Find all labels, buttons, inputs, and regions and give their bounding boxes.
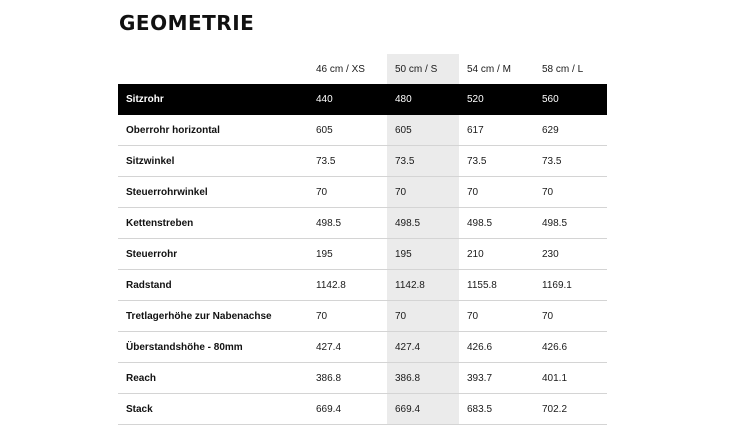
header-size-s[interactable]: 50 cm / S <box>387 54 459 84</box>
table-row-sitzrohr[interactable] <box>118 84 607 115</box>
table-row-tretlagerhoehe[interactable] <box>118 301 607 332</box>
cell-m: 498.5 <box>459 208 534 239</box>
cell-m: 393.7 <box>459 363 534 394</box>
cell-m: 210 <box>459 239 534 270</box>
table-row-oberrohr-horizontal[interactable] <box>118 115 607 146</box>
row-label: Radstand <box>118 270 308 301</box>
cell-xs: 73.5 <box>308 146 387 177</box>
row-label: Steuerrohrwinkel <box>118 177 308 208</box>
cell-xs: 1142.8 <box>308 270 387 301</box>
cell-l: 70 <box>534 301 607 332</box>
cell-l: 498.5 <box>534 208 607 239</box>
cell-l: 230 <box>534 239 607 270</box>
cell-m: 70 <box>459 177 534 208</box>
row-label: Steuerrohr <box>118 239 308 270</box>
table-row-reach[interactable] <box>118 363 607 394</box>
cell-xs: 669.4 <box>308 394 387 425</box>
cell-s: 386.8 <box>387 363 459 394</box>
table-header <box>118 54 607 84</box>
row-label: Sitzwinkel <box>118 146 308 177</box>
row-label: Kettenstreben <box>118 208 308 239</box>
cell-l: 560 <box>534 84 607 115</box>
cell-m: 520 <box>459 84 534 115</box>
table-row-sitzwinkel[interactable] <box>118 146 607 177</box>
cell-s: 70 <box>387 301 459 332</box>
cell-l: 70 <box>534 177 607 208</box>
cell-xs: 440 <box>308 84 387 115</box>
header-size-l[interactable]: 58 cm / L <box>542 63 584 75</box>
cell-m: 426.6 <box>459 332 534 363</box>
cell-xs: 605 <box>308 115 387 146</box>
cell-s: 70 <box>387 177 459 208</box>
cell-l: 629 <box>534 115 607 146</box>
table-row-ueberstandshoehe[interactable] <box>118 332 607 363</box>
geometry-table <box>118 54 607 425</box>
cell-s: 480 <box>387 84 459 115</box>
cell-m: 73.5 <box>459 146 534 177</box>
cell-l: 1169.1 <box>534 270 607 301</box>
row-label: Oberrohr horizontal <box>118 115 308 146</box>
cell-s: 427.4 <box>387 332 459 363</box>
cell-s: 669.4 <box>387 394 459 425</box>
header-size-xs[interactable]: 46 cm / XS <box>316 63 365 75</box>
table-row-steuerrohr[interactable] <box>118 239 607 270</box>
cell-xs: 195 <box>308 239 387 270</box>
row-label: Sitzrohr <box>118 84 308 115</box>
table-row-kettenstreben[interactable] <box>118 208 607 239</box>
row-label: Reach <box>118 363 308 394</box>
cell-l: 401.1 <box>534 363 607 394</box>
page-title: GEOMETRIE <box>119 11 255 35</box>
cell-xs: 70 <box>308 301 387 332</box>
cell-s: 195 <box>387 239 459 270</box>
table-row-stack[interactable] <box>118 394 607 425</box>
cell-l: 73.5 <box>534 146 607 177</box>
cell-xs: 386.8 <box>308 363 387 394</box>
cell-s: 73.5 <box>387 146 459 177</box>
table-row-steuerrohrwinkel[interactable] <box>118 177 607 208</box>
table-body <box>118 84 607 425</box>
cell-s: 1142.8 <box>387 270 459 301</box>
row-label: Tretlagerhöhe zur Nabenachse <box>118 301 308 332</box>
cell-m: 1155.8 <box>459 270 534 301</box>
row-label: Stack <box>118 394 308 425</box>
row-label: Überstandshöhe - 80mm <box>118 332 308 363</box>
cell-xs: 498.5 <box>308 208 387 239</box>
cell-l: 426.6 <box>534 332 607 363</box>
cell-s: 498.5 <box>387 208 459 239</box>
table-row-radstand[interactable] <box>118 270 607 301</box>
cell-xs: 70 <box>308 177 387 208</box>
cell-m: 683.5 <box>459 394 534 425</box>
cell-m: 617 <box>459 115 534 146</box>
header-size-m[interactable]: 54 cm / M <box>467 63 511 75</box>
cell-l: 702.2 <box>534 394 607 425</box>
cell-s: 605 <box>387 115 459 146</box>
header-label-cell <box>118 54 308 84</box>
header-row <box>118 54 607 84</box>
cell-xs: 427.4 <box>308 332 387 363</box>
cell-m: 70 <box>459 301 534 332</box>
